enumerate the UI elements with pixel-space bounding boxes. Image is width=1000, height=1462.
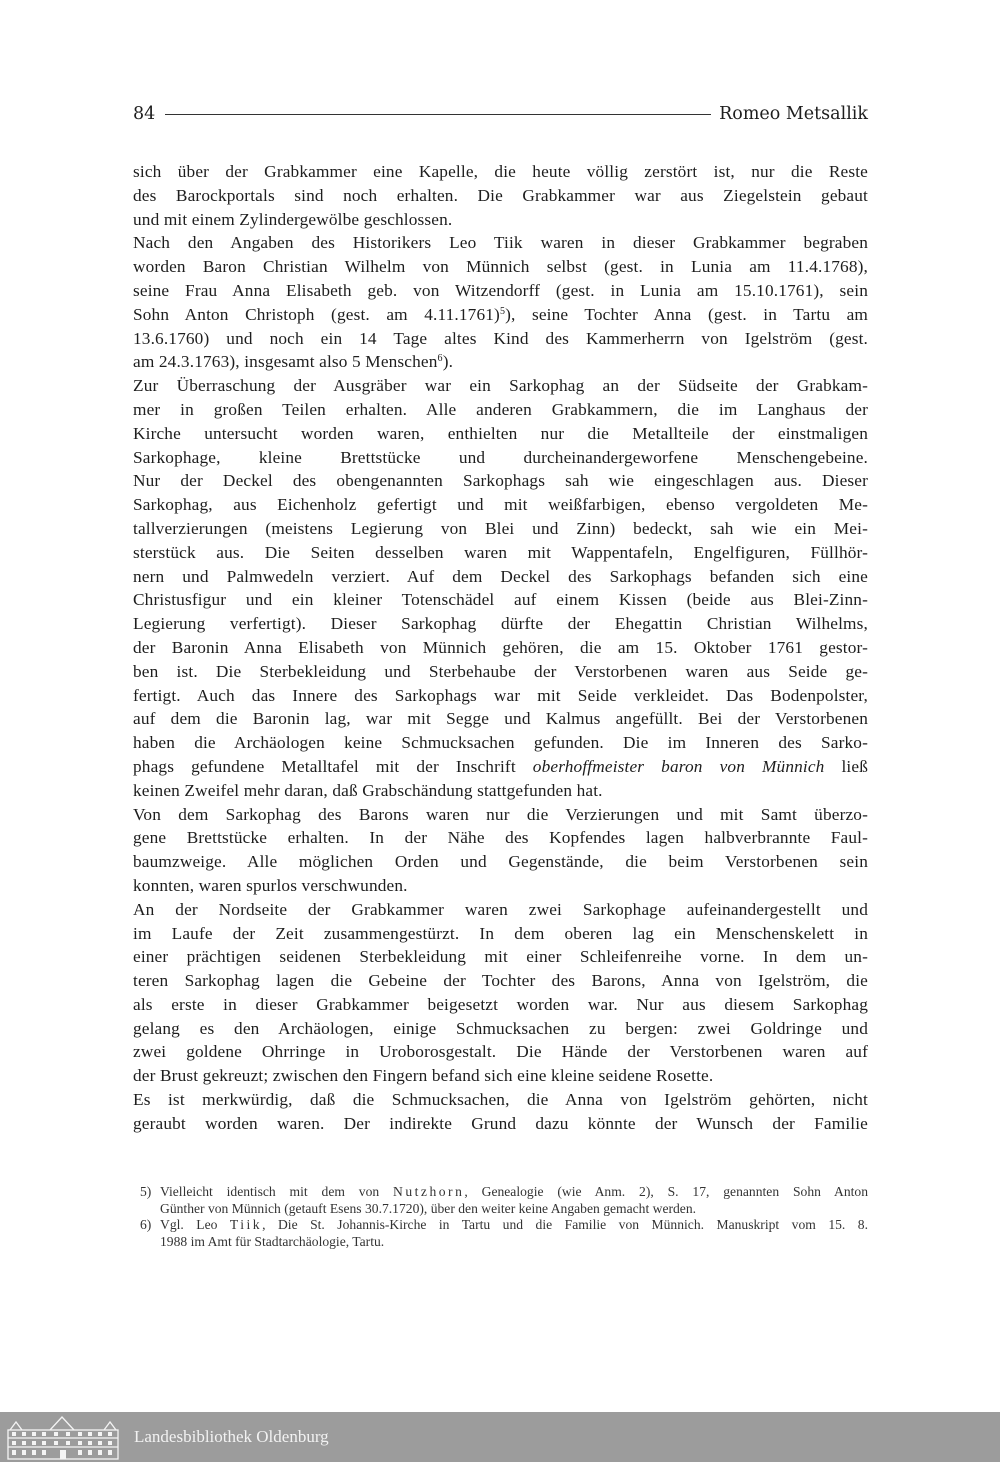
page-number: 84: [133, 104, 156, 124]
text-line: tallverzierungen (meistens Legierung von Blei und Zinn) bedeckt, sah wie ein Mei-: [133, 518, 868, 538]
text-segment: Sohn Anton Christoph (gest. am 4.11.1761): [133, 304, 500, 324]
text-line: sich über der Grabkammer eine Kapelle, die heute völlig zerstört ist, nur die Reste: [133, 162, 868, 181]
text-line: Legierung verfertigt). Dieser Sarkophag dürfte der Ehegattin Christian Wilhelms,: [133, 614, 868, 634]
body-text: [133, 160, 868, 1136]
text-segment: Vgl. Leo: [160, 1217, 230, 1232]
library-building-icon: [6, 1414, 120, 1460]
library-name: Landesbibliothek Oldenburg: [134, 1427, 329, 1446]
text-line: im Laufe der Zeit zusammengestürzt. In dem oberen lag ein Menschenskelett in: [133, 923, 868, 943]
footnote-line: Günther von Münnich (getauft Esens 30.7.1720), über den weiter keine Angaben gemacht werden.: [160, 1200, 697, 1216]
text-line: Sarkophage, kleine Brettstücke und durcheinandergeworfene Menschengebeine.: [133, 447, 868, 467]
text-line: als erste in dieser Grabkammer beigesetzt worden war. Nur aus diesem Sarkophag: [133, 994, 868, 1014]
text-line: Christusfigur und ein kleiner Totenschädel auf einem Kissen (beide aus Blei-Zinn-: [133, 590, 868, 610]
footnote-line: 1988 im Amt für Stadtarchäologie, Tartu.: [160, 1233, 385, 1249]
text-segment: phags gefundene Metalltafel mit der Inschrift: [133, 756, 533, 776]
inscription-italic: oberhoffmeister baron von Münnich: [532, 756, 825, 776]
text-line: An der Nordseite der Grabkammer waren zwei Sarkophage aufeinandergestellt und: [133, 899, 868, 919]
running-head-author: Romeo Metsallik: [719, 104, 868, 124]
text-segment: , Die St. Johannis-Kirche in Tartu und die Familie von Münnich. Manuskript vom 15. 8.: [262, 1217, 868, 1232]
text-line: gelang es den Archäologen, einige Schmucksachen zu bergen: zwei Goldringe und: [133, 1018, 868, 1038]
text-line: der Baronin Anna Elisabeth von Münnich gehören, die am 15. Oktober 1761 gestor-: [133, 637, 868, 657]
footnote-ref-6[interactable]: 6: [437, 353, 443, 365]
footnote-line: [160, 1184, 868, 1201]
text-line: auf dem die Baronin lag, war mit Segge und Kalmus angefüllt. Bei der Verstorbenen: [133, 709, 868, 729]
text-line: haben die Archäologen keine Schmucksachen gefunden. Die im Inneren des Sarko-: [133, 733, 868, 753]
text-line: Nach den Angaben des Historikers Leo Tiik waren in dieser Grabkammer begraben: [133, 233, 868, 253]
footnote-number: 5): [140, 1184, 152, 1199]
library-banner: [0, 1412, 1000, 1462]
text-line: geraubt worden waren. Der indirekte Grund dazu könnte der Wunsch der Familie: [133, 1113, 868, 1133]
text-line: einer prächtigen seidenen Sterbekleidung mit einer Schleifenreihe vorne. In dem un-: [133, 947, 868, 967]
text-line: teren Sarkophag lagen die Gebeine der Tochter des Barons, Anna von Igelström, die: [133, 971, 868, 991]
text-line: zwei goldene Ohrringe in Uroborosgestalt. Die Hände der Verstorbenen waren auf: [133, 1042, 868, 1062]
footnotes: [140, 1184, 868, 1250]
text-line: Kirche untersucht worden waren, enthielten nur die Metallteile der einstmaligen: [133, 423, 868, 443]
text-line: Sarkophag, aus Eichenholz gefertigt und mit weißfarbigen, ebenso vergoldeten Me-: [133, 495, 868, 515]
text-line: worden Baron Christian Wilhelm von Münnich selbst (gest. in Lunia am 11.4.1768),: [133, 257, 868, 277]
text-line: Es ist merkwürdig, daß die Schmucksachen, die Anna von Igelström gehörten, nicht: [133, 1090, 868, 1110]
text-line: keinen Zweifel mehr daran, daß Grabschändung stattgefunden hat.: [133, 780, 603, 800]
text-line: fertigt. Auch das Innere des Sarkophags war mit Seide verkleidet. Das Bodenpolster,: [133, 685, 868, 705]
footnote-6: [140, 1217, 868, 1250]
author-name: Nutzhorn: [393, 1184, 465, 1199]
text-segment: am 24.3.1763), insgesamt also 5 Menschen: [133, 352, 438, 372]
text-line: Von dem Sarkophag des Barons waren nur die Verzierungen und mit Samt überzo-: [133, 804, 868, 824]
text-segment: ließ: [824, 756, 868, 776]
footnote-number: 6): [140, 1217, 152, 1232]
text-segment: ).: [442, 352, 454, 372]
text-segment: , Genealogie (wie Anm. 2), S. 17, genannten Sohn Anton: [464, 1184, 869, 1199]
text-line: [133, 303, 868, 327]
text-line: mer in großen Teilen erhalten. Alle anderen Grabkammern, die im Langhaus der: [133, 399, 868, 419]
running-header: [133, 101, 868, 127]
text-line: gene Brettstücke erhalten. In der Nähe des Kopfendes lagen halbverbrannte Faul-: [133, 828, 868, 848]
text-line: des Barockportals sind noch erhalten. Die Grabkammer war aus Ziegelstein gebaut: [133, 185, 868, 205]
text-line: Nur der Deckel des obengenannten Sarkophags sah wie eingeschlagen aus. Dieser: [133, 471, 868, 491]
footnote-5: [140, 1184, 868, 1217]
text-line: seine Frau Anna Elisabeth geb. von Witzendorff (gest. in Lunia am 15.10.1761), sein: [133, 280, 868, 300]
header-rule: [165, 114, 711, 115]
text-segment: ), seine Tochter Anna (gest. in Tartu am: [505, 304, 869, 324]
footnote-line: [160, 1217, 868, 1234]
text-line: [133, 755, 868, 779]
text-line: [133, 350, 868, 374]
author-name: Tiik: [229, 1217, 263, 1232]
text-line: baumzweige. Alle möglichen Orden und Gegenstände, die beim Verstorbenen sein: [133, 852, 868, 872]
text-line: 13.6.1760) und noch ein 14 Tage altes Kind des Kammerherrn von Igelström (gest.: [133, 328, 868, 348]
text-line: der Brust gekreuzt; zwischen den Fingern befand sich eine kleine seidene Rosette.: [133, 1066, 714, 1086]
text-segment: Vielleicht identisch mit dem von: [160, 1184, 394, 1199]
text-line: ben ist. Die Sterbekleidung und Sterbehaube der Verstorbenen waren aus Seide ge-: [133, 661, 868, 681]
text-line: und mit einem Zylindergewölbe geschlossen.: [133, 209, 453, 229]
text-line: Zur Überraschung der Ausgräber war ein Sarkophag an der Südseite der Grabkam-: [133, 376, 868, 396]
text-line: konnten, waren spurlos verschwunden.: [133, 875, 408, 895]
text-line: sterstück aus. Die Seiten desselben waren mit Wappentafeln, Engelfiguren, Füllhör-: [133, 542, 868, 562]
text-line: nern und Palmwedeln verziert. Auf dem Deckel des Sarkophags befanden sich eine: [133, 566, 868, 586]
footnote-ref-5[interactable]: 5: [499, 305, 506, 317]
